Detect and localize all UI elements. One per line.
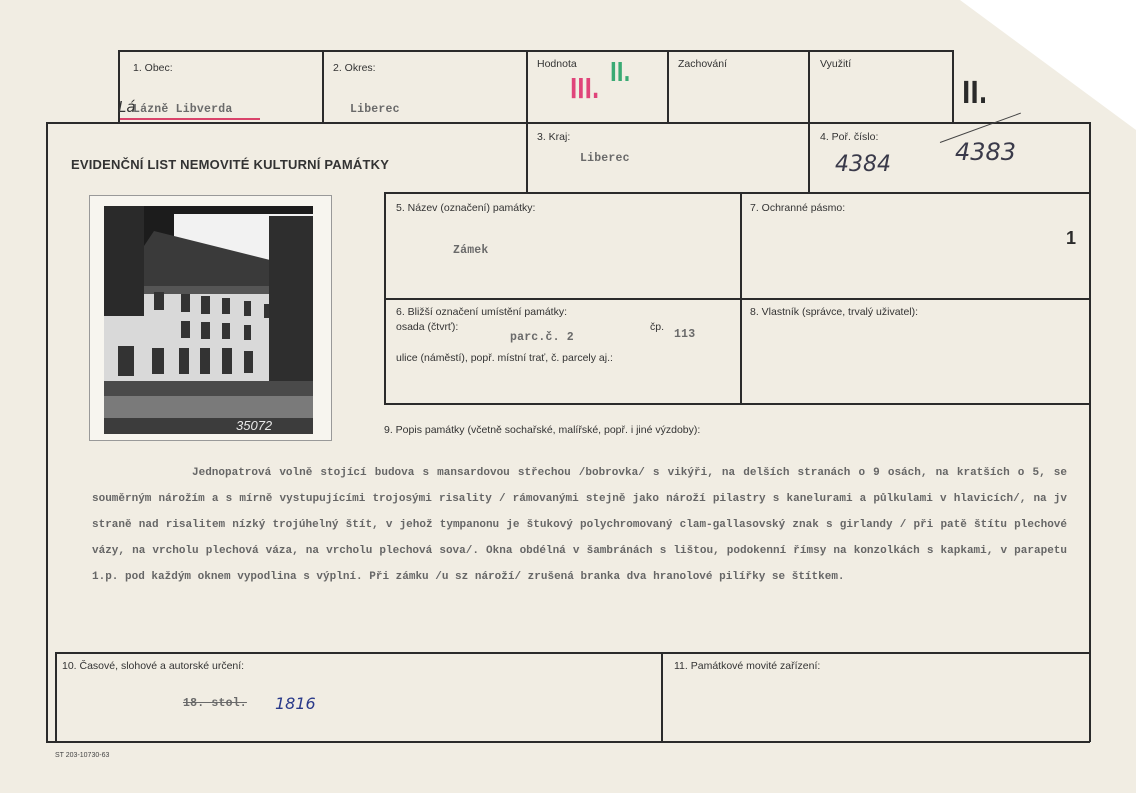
umisteni-label: 6. Bližší označení umístění památky: [396, 306, 567, 318]
rule [46, 122, 48, 742]
rule [322, 50, 324, 122]
cp-label: čp. [650, 321, 665, 333]
ochranne-pasmo-value: 1 [1066, 228, 1077, 248]
rule [526, 50, 528, 192]
rule [384, 403, 1090, 405]
popis-paragraph: Jednopatrová volně stojící budova s mansardovou střechou /bobrovka/ s vikýři, na delších stranách o 9 osách, na kratších o 5, se souměrným nárožím a s mírně vystupujícími trojosými risality / rámovanými stejně jako nároží pilastry s kanelurami a půlkulami v hlavicích/, na jv straně nad risalitem nízký trojúhelný štít, v jehož tympanonu je štukový polychromovaný clam-gallasovský znak s girlandy / při patě štítu plechové vázy, na vrcholu plechová váza, na vrcholu plechová sova/. Okna obdélná v šambránách s lištou, podokenní římsy na konzolkách s kapkami, v parapetu 1.p. pod každým oknem vypodlina s výplní. Při zámku /u sz nároží/ zrušená branka dva hranolové pilířky se štítkem. [92, 467, 1067, 583]
datace-hand: 1816 [275, 694, 316, 713]
rule [46, 122, 1090, 124]
nazev-label: 5. Název (označení) památky: [396, 202, 536, 214]
rule [55, 652, 1090, 654]
por-cislo-value-1: 4384 [835, 152, 891, 177]
ochranne-pasmo-label: 7. Ochranné pásmo: [750, 202, 846, 214]
zachovani-label: Zachování [678, 58, 728, 70]
vyuziti-value: II. [962, 76, 988, 111]
hodnota-label: Hodnota [537, 58, 577, 70]
okres-value: Liberec [350, 103, 400, 116]
monument-photo [104, 206, 313, 434]
popis-text [92, 460, 1067, 590]
rule [55, 652, 57, 742]
rule [46, 741, 1090, 743]
hodnota-value-green: II. [610, 58, 631, 88]
rule [1089, 122, 1091, 742]
osada-value: parc.č. 2 [510, 331, 574, 344]
rule [384, 298, 1090, 300]
rule [384, 192, 1090, 194]
datace-label: 10. Časové, slohové a autorské určení: [62, 660, 245, 672]
card-title: EVIDENČNÍ LIST NEMOVITÉ KULTURNÍ PAMÁTKY [71, 157, 390, 172]
obec-hand-prefix: Lá [118, 98, 136, 116]
kraj-label: 3. Kraj: [537, 131, 571, 143]
datace-struck: 18. stol. [183, 697, 247, 710]
form-code: ST 203-10730-63 [55, 752, 110, 759]
okres-label: 2. Okres: [333, 62, 376, 74]
photo-caption: 35072 [236, 418, 273, 433]
osada-label: osada (čtvrť): [396, 321, 459, 333]
cp-value: 113 [674, 328, 696, 341]
ulice-label: ulice (náměstí), popř. místní trať, č. parcely aj.: [396, 352, 613, 364]
rule [661, 652, 663, 742]
por-cislo-value-2: 4383 [955, 138, 1017, 166]
obec-underline [120, 118, 260, 120]
movite-label: 11. Památkové movité zařízení: [674, 660, 821, 672]
popis-label: 9. Popis památky (včetně sochařské, malířské, popř. i jiné výzdoby): [384, 424, 701, 436]
por-cislo-label: 4. Poř. číslo: [820, 131, 879, 143]
hodnota-value-red: III. [570, 72, 600, 105]
obec-label: 1. Obec: [133, 62, 173, 74]
rule [952, 50, 954, 122]
rule [118, 50, 953, 52]
vlastnik-label: 8. Vlastník (správce, trvalý uživatel): [750, 306, 919, 318]
nazev-value: Zámek [453, 244, 489, 257]
kraj-value: Liberec [580, 152, 630, 165]
rule [667, 50, 669, 122]
vyuziti-label: Využití [820, 58, 852, 70]
obec-value: Lázně Libverda [133, 103, 233, 116]
rule [808, 50, 810, 192]
